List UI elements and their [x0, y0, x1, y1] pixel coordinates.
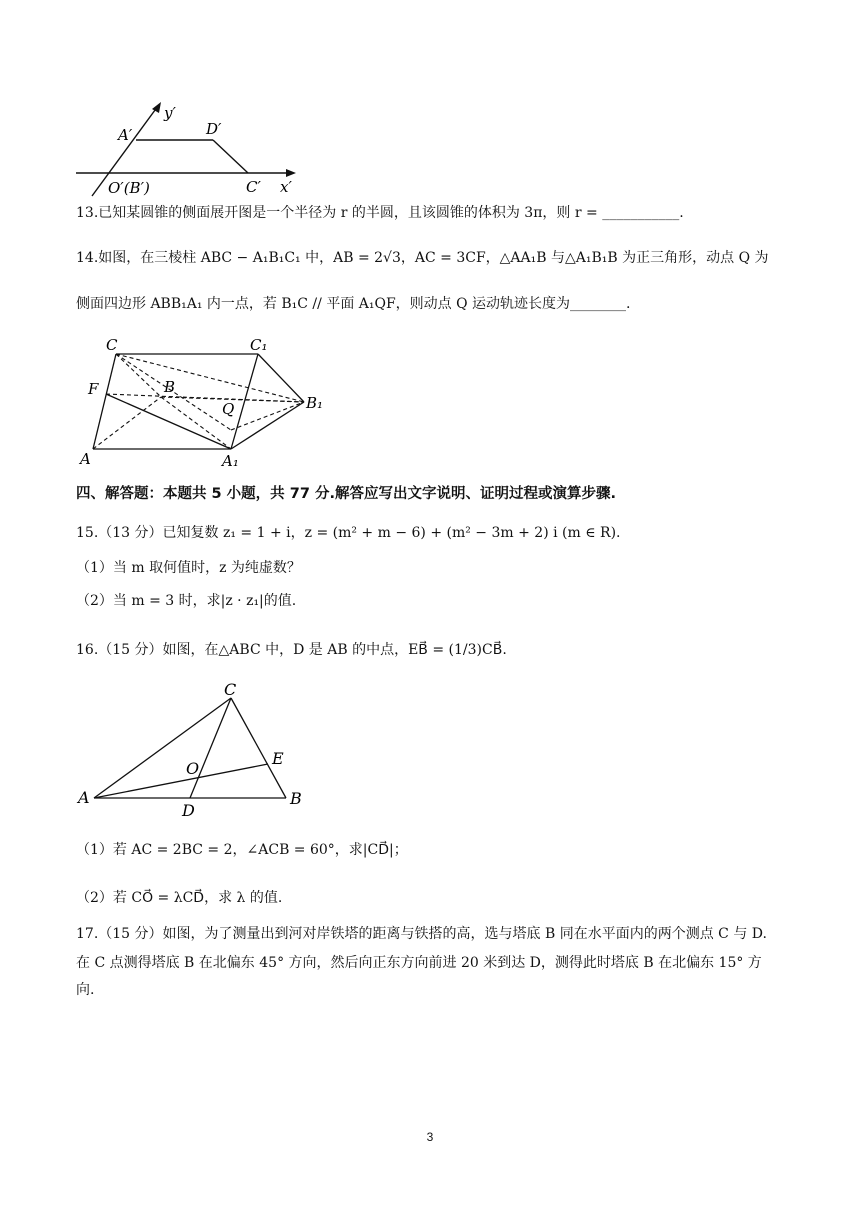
- axes-trapezoid-figure: [70, 100, 310, 200]
- question-13-text: 13.已知某圆锥的侧面展开图是一个半径为 r 的半圆，且该圆锥的体积为 3π，则 r = ___________.: [76, 205, 684, 221]
- label-o-prime: O′(B′): [108, 179, 150, 197]
- label-c-prime: C′: [246, 178, 261, 196]
- label-e: E: [272, 749, 284, 768]
- question-15-part-2-text: （2）当 m = 3 时，求|z · z₁|的值.: [76, 593, 297, 609]
- question-16-part-1: [76, 840, 408, 860]
- page-number: 3: [426, 1130, 434, 1144]
- dash-cb: [116, 354, 161, 397]
- label-c1: C₁: [250, 336, 268, 354]
- label-y: y′: [164, 104, 176, 122]
- question-15-part-2: [76, 591, 296, 611]
- segment-dc: [213, 140, 248, 173]
- label-a: A: [80, 450, 91, 468]
- label-q: Q: [222, 400, 235, 418]
- question-14-line-2: [76, 294, 631, 314]
- label-x: x′: [280, 178, 292, 196]
- question-15-part-1: [76, 558, 301, 578]
- label-b1: B₁: [306, 394, 324, 412]
- question-17-text-1: 17.（15 分）如图，为了测量出到河对岸铁塔的距离与铁搭的高，选与塔底 B 同在水平面内的两个测点 C 与 D.: [76, 926, 767, 942]
- question-17-line-3: [76, 980, 94, 1000]
- triangle-figure: [76, 680, 316, 820]
- segment-ae: [94, 764, 268, 798]
- question-17-text-3: 向.: [76, 982, 95, 998]
- question-14-text-1: 14.如图，在三棱柱 ABC − A₁B₁C₁ 中，AB = 2√3，AC = 3CF，△AA₁B 与△A₁B₁B 为正三角形，动点 Q 为: [76, 250, 769, 266]
- label-d-prime: D′: [206, 120, 222, 138]
- section-4-heading: [76, 484, 616, 504]
- prism-figure: [76, 332, 336, 472]
- question-15-stem-text: 15.（13 分）已知复数 z₁ = 1 + i，z = (m² + m − 6) + (m² − 3m + 2) i (m ∈ R).: [76, 525, 621, 541]
- question-17-line-1: [76, 924, 767, 944]
- dash-fb1: [106, 394, 304, 402]
- label-d: D: [182, 801, 195, 820]
- question-14-line-1: [76, 248, 769, 268]
- label-b: B: [290, 789, 302, 808]
- question-15-part-1-text: （1）当 m 取何值时，z 为纯虚数？: [76, 560, 301, 576]
- label-a1: A₁: [222, 452, 239, 470]
- question-16-part-1-text: （1）若 AC = 2BC = 2，∠ACB = 60°，求|CD⃗|；: [76, 842, 408, 858]
- label-f: F: [88, 380, 99, 398]
- label-b: B: [164, 378, 176, 396]
- edge-ca: [93, 354, 116, 449]
- question-14-text-2: 侧面四边形 ABB₁A₁ 内一点，若 B₁C // 平面 A₁QF，则动点 Q 运动轨迹长度为________.: [76, 296, 631, 312]
- question-16-stem-text: 16.（15 分）如图，在△ABC 中，D 是 AB 的中点，EB⃗ = (1/3)CB⃗.: [76, 642, 507, 658]
- question-16-stem: [76, 640, 507, 660]
- question-16-part-2-text: （2）若 CO⃗ = λCD⃗，求 λ 的值.: [76, 890, 283, 906]
- label-a: A: [78, 788, 90, 807]
- question-17-line-2: [76, 953, 762, 973]
- label-c: C: [224, 680, 237, 699]
- label-a-prime: A′: [118, 126, 133, 144]
- label-o: O: [186, 759, 200, 778]
- side-cb: [231, 698, 286, 798]
- section-4-heading-text: 四、解答题：本题共 5 小题，共 77 分.解答应写出文字说明、证明过程或演算步骤.: [76, 486, 616, 502]
- question-16-part-2: [76, 888, 282, 908]
- edge-c1b1: [258, 354, 304, 402]
- dash-cb1: [116, 354, 304, 402]
- question-17-text-2: 在 C 点测得塔底 B 在北偏东 45° 方向，然后向正东方向前进 20 米到达 D，测得此时塔底 B 在北偏东 15° 方: [76, 955, 762, 971]
- question-13: [76, 203, 684, 223]
- label-c: C: [106, 336, 118, 354]
- x-axis-arrow: [286, 169, 296, 177]
- question-15-stem: [76, 523, 621, 543]
